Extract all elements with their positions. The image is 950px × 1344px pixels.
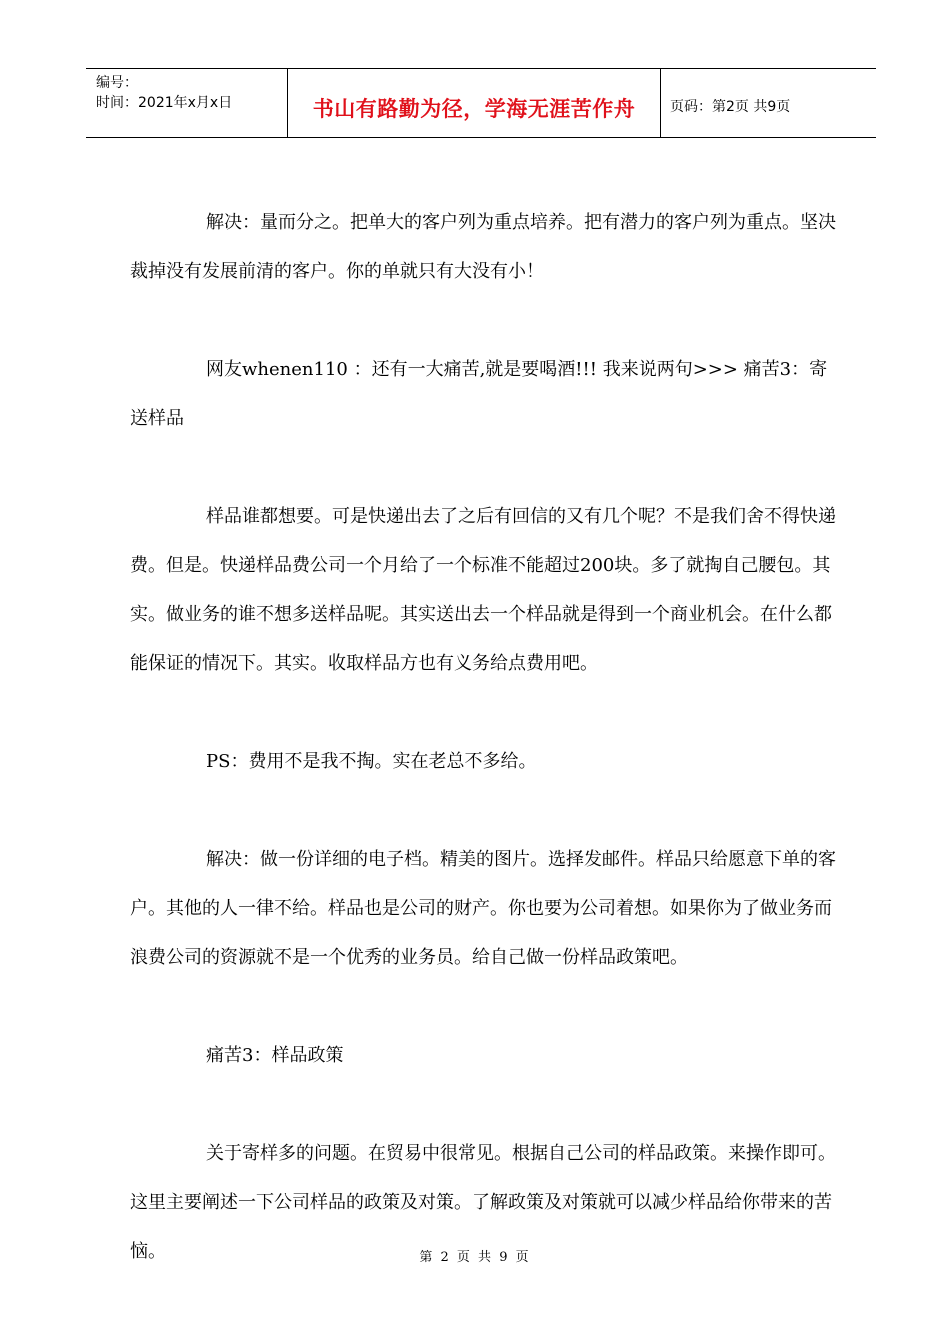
header-meta-cell <box>86 69 286 137</box>
header-motto-cell <box>287 69 661 137</box>
document-body <box>130 198 840 1276</box>
header-page-cell <box>660 69 876 137</box>
header-page-number: 页码：第2页 共9页 <box>670 99 791 115</box>
paragraph: 解决：做一份详细的电子档。精美的图片。选择发邮件。样品只给愿意下单的客户。其他的人一律不给。样品也是公司的财产。你也要为公司着想。如果你为了做业务而浪费公司的资源就不是一个优秀的业务员。给自己做一份样品政策吧。 <box>130 849 836 968</box>
page-header <box>86 68 876 138</box>
paragraph: 解决：量而分之。把单大的客户列为重点培养。把有潜力的客户列为重点。坚决裁掉没有发展前清的客户。你的单就只有大没有小！ <box>130 212 836 282</box>
paragraph: PS：费用不是我不掏。实在老总不多给。 <box>206 751 537 772</box>
document-number-label: 编号： <box>96 75 138 91</box>
paragraph: 关于寄样多的问题。在贸易中很常见。根据自己公司的样品政策。来操作即可。这里主要阐述一下公司样品的政策及对策。了解政策及对策就可以减少样品给你带来的苦恼。 <box>130 1143 836 1262</box>
paragraph: 网友whenen110 ：还有一大痛苦,就是要喝酒!!! 我来说两句>>> 痛苦3：寄送样品 <box>130 359 828 429</box>
paragraph: 样品谁都想要。可是快递出去了之后有回信的又有几个呢？不是我们舍不得快递费。但是。快递样品费公司一个月给了一个标准不能超过200块。多了就掏自己腰包。其实。做业务的谁不想多送样品呢。其实送出去一个样品就是得到一个商业机会。在什么都能保证的情况下。其实。收取样品方也有义务给点费用吧。 <box>130 506 836 674</box>
section-heading: 痛苦3：样品政策 <box>206 1045 344 1066</box>
header-motto: 书山有路勤为径，学海无涯苦作舟 <box>312 97 636 121</box>
page-footer-number: 第 2 页 共 9 页 <box>419 1250 531 1265</box>
document-time-label: 时间：2021年x月x日 <box>96 95 233 111</box>
